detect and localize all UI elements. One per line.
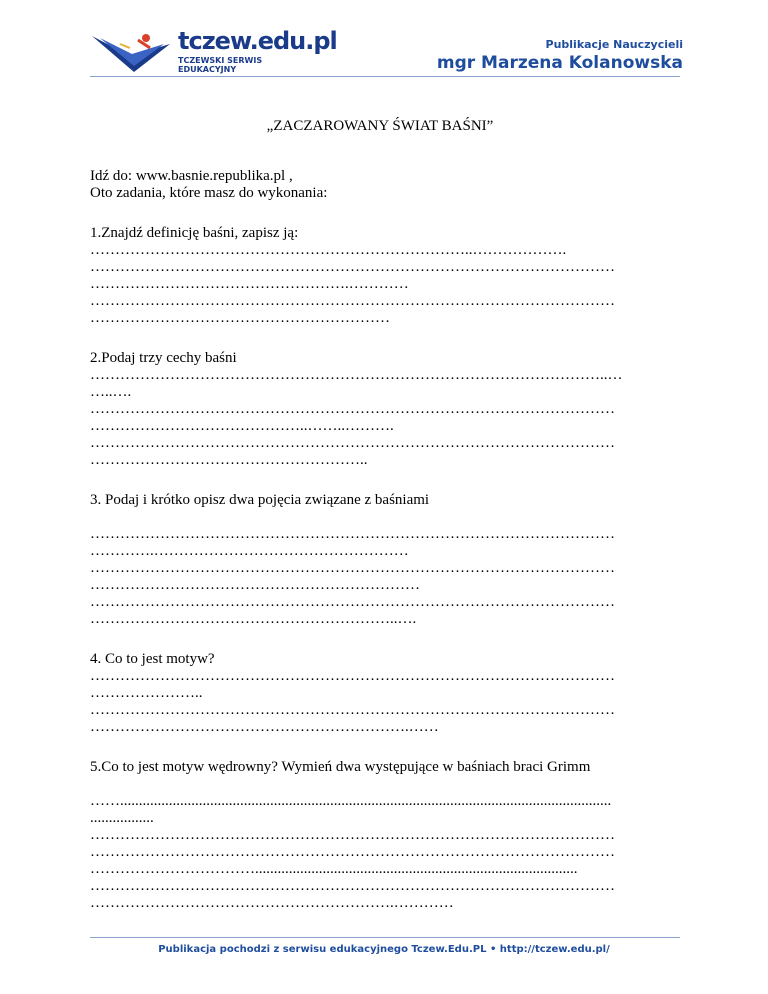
task-title: 5.Co to jest motyw wędrowny? Wymień dwa występujące w baśniach braci Grimm: [90, 759, 591, 775]
task-title: 2.Podaj trzy cechy baśni: [90, 350, 237, 366]
site-logo[interactable]: [90, 22, 337, 78]
answer-line[interactable]: ………………………………………………..: [90, 452, 368, 468]
author-name: mgr Marzena Kolanowska: [436, 53, 683, 73]
task-5: [90, 759, 670, 912]
answer-line[interactable]: …………………………………………………………: [90, 577, 420, 593]
blank-gap: [90, 509, 670, 526]
intro-line: Oto zadania, które masz do wykonania:: [90, 185, 328, 201]
answer-line[interactable]: ……………………………………………………………………………………………: [90, 435, 615, 451]
answer-line[interactable]: …………………………………………………….…………: [90, 895, 454, 911]
task-title: 4. Co to jest motyw?: [90, 651, 215, 667]
answer-line[interactable]: ……...................................................................................................................................: [90, 793, 612, 809]
answer-line[interactable]: ……………………………………………………………………………………………: [90, 560, 615, 576]
publication-label: Publikacje Nauczycieli: [545, 38, 683, 51]
blank-gap: [90, 776, 670, 793]
task-2: [90, 350, 670, 469]
answer-line[interactable]: ……………………………………..……..……….: [90, 418, 394, 434]
answer-line[interactable]: ……………………………………………………………………………………………: [90, 827, 615, 843]
page-footer[interactable]: Publikacja pochodzi z serwisu edukacyjnego Tczew.Edu.PL • http://tczew.edu.pl/: [158, 944, 610, 955]
answer-line[interactable]: ……………………………………………………………………………………………: [90, 259, 615, 275]
answer-line[interactable]: …………………………………………….…………: [90, 276, 409, 292]
answer-line[interactable]: ……………………………………………………: [90, 310, 390, 326]
flying-book-icon: [90, 26, 176, 76]
answer-line[interactable]: …………………………………………………………………..……………….: [90, 242, 567, 258]
answer-line[interactable]: …………………..: [90, 685, 203, 701]
logo-brand: tczew.edu.pl: [178, 27, 337, 55]
answer-line[interactable]: ……………………………………………………………………………………………: [90, 878, 615, 894]
answer-line[interactable]: ……………………………………………………..….: [90, 611, 417, 627]
footer-divider: [90, 937, 680, 938]
intro: [90, 168, 670, 202]
answer-line[interactable]: .................: [90, 810, 154, 826]
task-title: 3. Podaj i krótko opisz dwa pojęcia związane z baśniami: [90, 492, 430, 508]
answer-line[interactable]: …………………………………………………………………………………………..…: [90, 367, 623, 383]
document-body: [90, 118, 670, 912]
header-info: [437, 38, 683, 73]
task-4: [90, 651, 670, 736]
answer-line[interactable]: ……………………………………………………………………………………………: [90, 702, 615, 718]
task-3: [90, 492, 670, 628]
answer-line[interactable]: ………….……………………………………………: [90, 543, 409, 559]
answer-line[interactable]: ……………………………......................................................................................: [90, 861, 578, 877]
logo-subtitle: TCZEWSKI SERWIS EDUKACYJNY: [178, 56, 263, 74]
answer-line[interactable]: ……………………………………………………………………………………………: [90, 526, 615, 542]
task-1: [90, 225, 670, 327]
header-divider: [90, 76, 680, 77]
answer-line[interactable]: ……………………………………………………………………………………………: [90, 844, 615, 860]
intro-line: Idź do: www.basnie.republika.pl ,: [90, 168, 293, 184]
task-list: [90, 225, 670, 912]
answer-line[interactable]: ……………………………………………………………………………………………: [90, 594, 615, 610]
answer-line[interactable]: ……………………………………………………………………………………………: [90, 293, 615, 309]
answer-line[interactable]: ……………………………………………………………………………………………: [90, 668, 615, 684]
page-header: [0, 0, 768, 80]
answer-line[interactable]: …..….: [90, 384, 132, 400]
task-title: 1.Znajdź definicję baśni, zapisz ją:: [90, 225, 299, 241]
answer-line[interactable]: ……………………………………………………….……: [90, 719, 439, 735]
document-title: „ZACZAROWANY ŚWIAT BAŚNI”: [266, 118, 494, 134]
answer-line[interactable]: ……………………………………………………………………………………………: [90, 401, 615, 417]
